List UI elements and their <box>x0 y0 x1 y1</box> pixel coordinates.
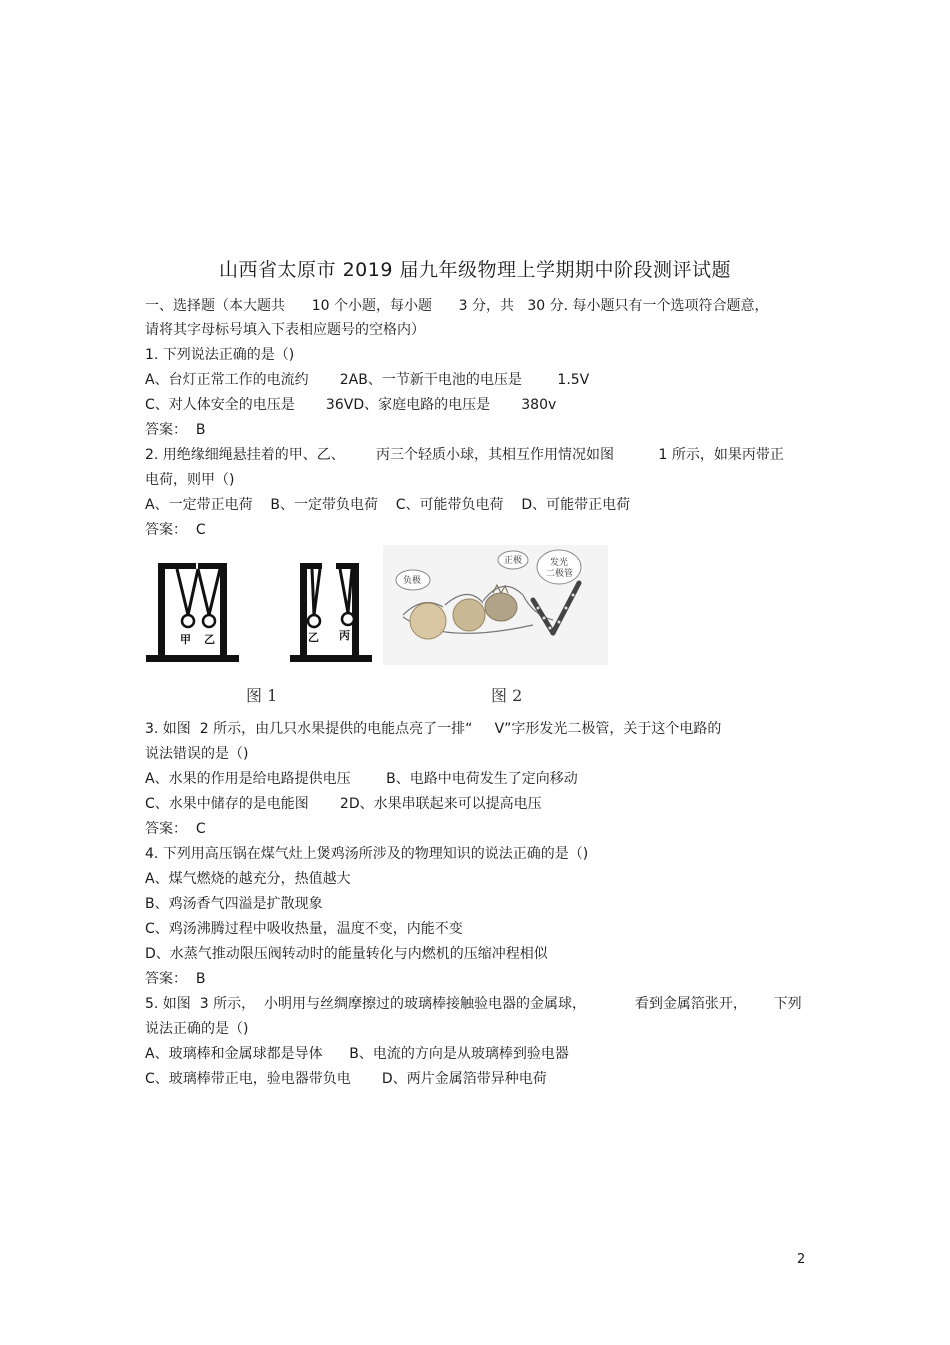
text-line: 答案： B <box>145 422 206 438</box>
figure-2-caption: 图 2 <box>491 686 523 705</box>
text-line: 请将其字母标号填入下表相应题号的空格内） <box>145 322 425 338</box>
text-line: 答案： C <box>145 522 206 538</box>
text-line: 一、选择题（本大题共 10 个小题，每小题 3 分，共 30 分. 每小题只有一个选项符合题意， <box>145 298 769 314</box>
text-line: 说法正确的是（) <box>145 1021 249 1037</box>
text-line: C、鸡汤沸腾过程中吸收热量，温度不变，内能不变 <box>145 921 463 937</box>
text-line: C、水果中储存的是电能图 2D、水果串联起来可以提高电压 <box>145 796 542 812</box>
figure-1-hanging-balls <box>140 555 380 670</box>
text-line: D、水蒸气推动限压阀转动时的能量转化与内燃机的压缩冲程相似 <box>145 946 548 962</box>
text-line: A、一定带正电荷 B、一定带负电荷 C、可能带负电荷 D、可能带正电荷 <box>145 497 631 513</box>
text-line: 2. 用绝缘细绳悬挂着的甲、乙、 丙三个轻质小球，其相互作用情况如图 1 所示，如果丙带正 <box>145 447 784 463</box>
text-line: A、煤气燃烧的越充分，热值越大 <box>145 871 351 887</box>
text-line: 5. 如图 3 所示， 小明用与丝绸摩擦过的玻璃棒接触验电器的金属球， 看到金属箔张开， 下列 <box>145 996 802 1012</box>
ball-label: 乙 <box>308 631 319 644</box>
ball-label: 乙 <box>204 633 215 646</box>
figure-1-caption: 图 1 <box>246 686 278 705</box>
text-line: A、台灯正常工作的电流约 2AB、一节新干电池的电压是 1.5V <box>145 372 590 388</box>
text-line: 电荷，则甲（) <box>145 472 235 488</box>
text-line: A、玻璃棒和金属球都是导体 B、电流的方向是从玻璃棒到验电器 <box>145 1046 569 1062</box>
figure-2-fruit-battery <box>383 545 608 665</box>
bubble-label: 发光 <box>550 558 569 568</box>
ball-label: 丙 <box>339 629 350 642</box>
text-line: 答案： C <box>145 821 206 837</box>
text-line: 1. 下列说法正确的是（) <box>145 347 295 363</box>
text-line: A、水果的作用是给电路提供电压 B、电路中电荷发生了定向移动 <box>145 771 578 787</box>
text-line: C、玻璃棒带正电，验电器带负电 D、两片金属箔带异种电荷 <box>145 1071 547 1087</box>
bubble-label: 正极 <box>504 556 523 566</box>
text-line: 答案： B <box>145 971 206 987</box>
text-line: C、对人体安全的电压是 36VD、家庭电路的电压是 380v <box>145 397 557 413</box>
text-line: 4. 下列用高压锅在煤气灶上煲鸡汤所涉及的物理知识的说法正确的是（) <box>145 846 589 862</box>
bubble-label: 负极 <box>403 576 422 586</box>
ball-label: 甲 <box>180 633 191 646</box>
text-line: B、鸡汤香气四溢是扩散现象 <box>145 896 323 912</box>
bubble-label: 二极管 <box>546 569 574 579</box>
page-number: 2 <box>797 1252 806 1267</box>
text-line: 说法错误的是（) <box>145 746 249 762</box>
page-title: 山西省太原市 2019 届九年级物理上学期期中阶段测评试题 <box>219 259 731 281</box>
text-line: 3. 如图 2 所示，由几只水果提供的电能点亮了一排“ V”字形发光二极管，关于这个电路的 <box>145 721 722 737</box>
